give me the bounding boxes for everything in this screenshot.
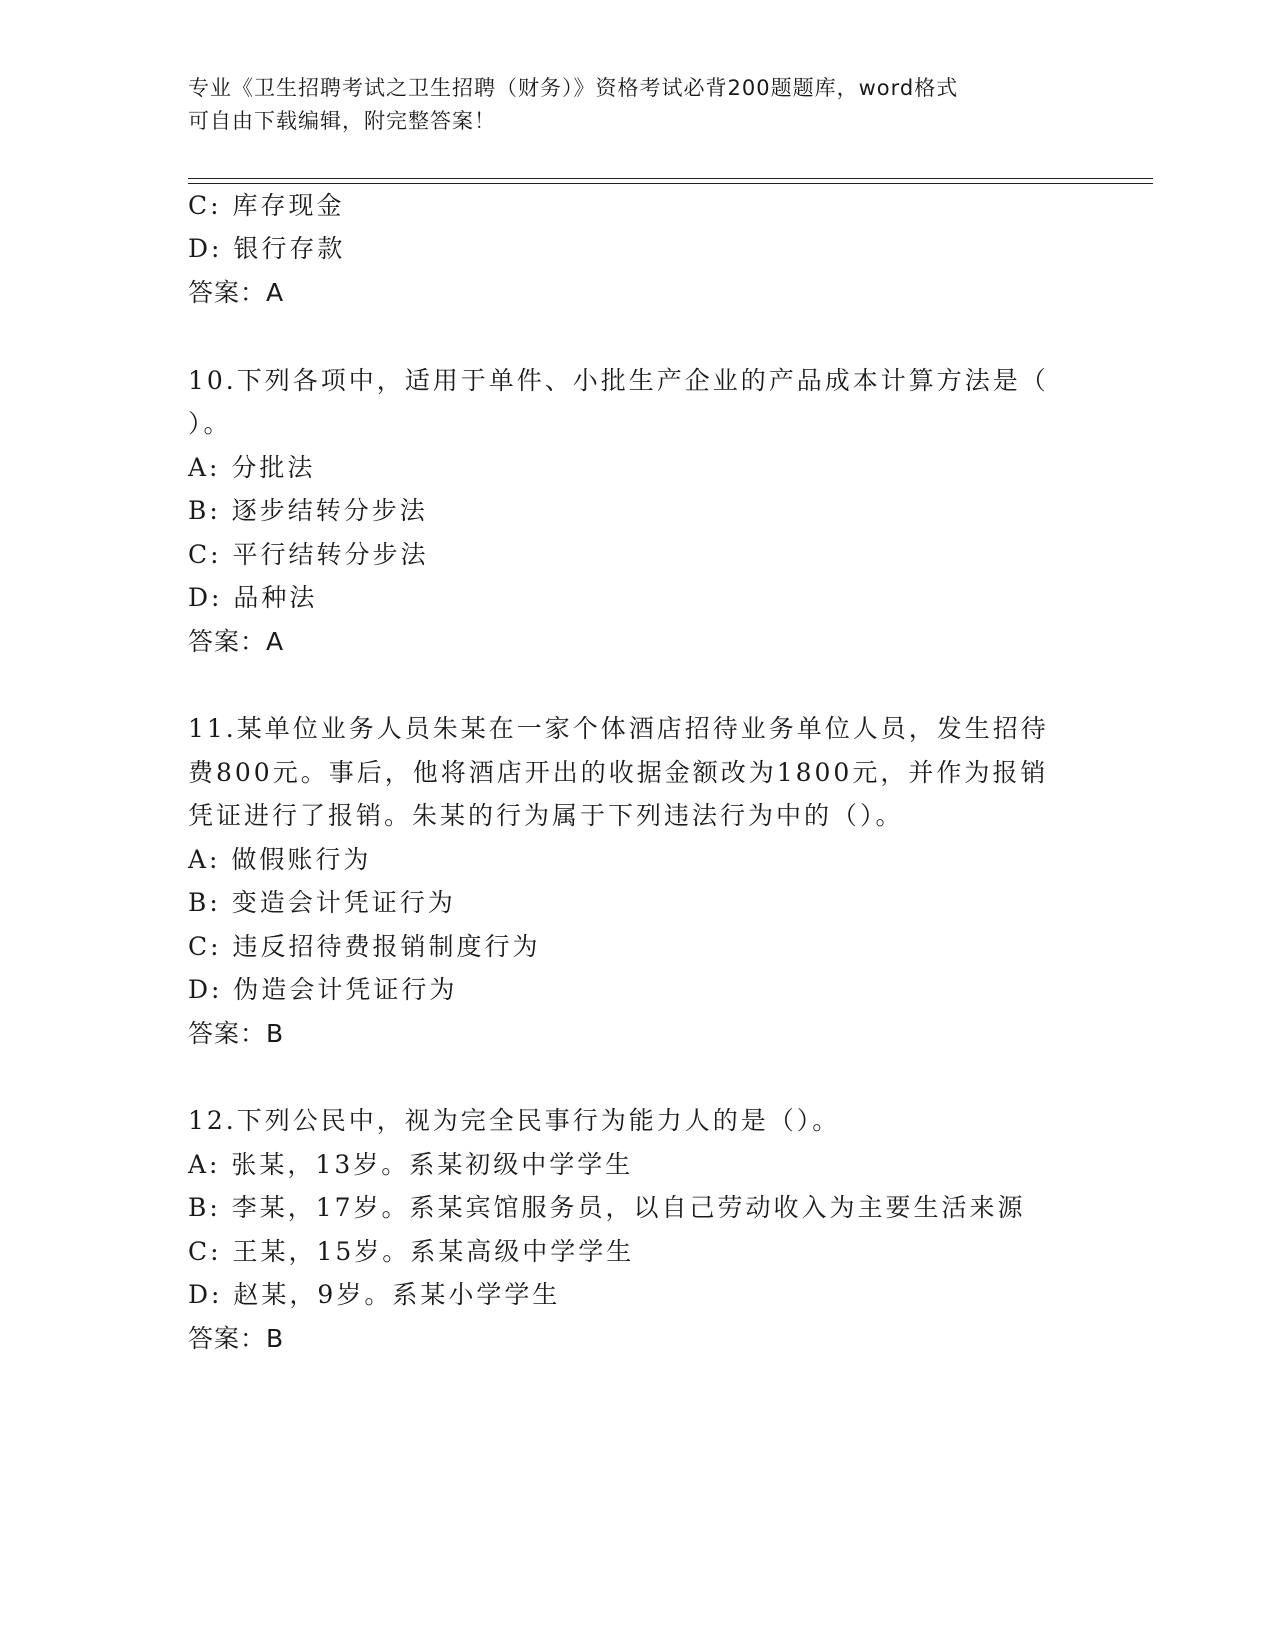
- question-11-stem-line-2: 费800元。事后，他将酒店开出的收据金额改为1800元，并作为报销: [188, 758, 1049, 787]
- question-11-answer: 答案：B: [188, 1019, 285, 1048]
- question-12-option-b: B: 李某，17岁。系某宾馆服务员，以自己劳动收入为主要生活来源: [188, 1193, 1026, 1222]
- question-10-option-d: D: 品种法: [188, 583, 318, 612]
- question-10-stem-line-1: 10.下列各项中，适用于单件、小批生产企业的产品成本计算方法是（: [188, 366, 1049, 395]
- question-12-option-d: D: 赵某，9岁。系某小学学生: [188, 1280, 561, 1309]
- question-11-option-a: A: 做假账行为: [188, 845, 372, 874]
- question-12-answer: 答案：B: [188, 1324, 285, 1353]
- question-11-stem-line-1: 11.某单位业务人员朱某在一家个体酒店招待业务单位人员，发生招待: [188, 714, 1049, 743]
- question-10-option-b: B: 逐步结转分步法: [188, 496, 428, 525]
- question-10-option-c: C: 平行结转分步法: [188, 540, 429, 569]
- question-11-stem-line-3: 凭证进行了报销。朱某的行为属于下列违法行为中的（）。: [188, 801, 904, 830]
- question-10-option-a: A: 分批法: [188, 453, 316, 482]
- question-12-stem-line-1: 12.下列公民中，视为完全民事行为能力人的是（）。: [188, 1106, 841, 1135]
- question-10-stem-line-2: ）。: [188, 409, 232, 438]
- header-line-2: 可自由下载编辑，附完整答案！: [188, 109, 496, 133]
- option-d: D: 银行存款: [188, 234, 346, 263]
- question-10-answer: 答案：A: [188, 627, 285, 656]
- answer: 答案：A: [188, 278, 285, 307]
- question-12-option-c: C: 王某，15岁。系某高级中学学生: [188, 1237, 635, 1266]
- question-11-option-c: C: 违反招待费报销制度行为: [188, 932, 541, 961]
- question-12-option-a: A: 张某，13岁。系某初级中学学生: [188, 1150, 634, 1179]
- question-11-option-b: B: 变造会计凭证行为: [188, 888, 456, 917]
- header-line-1: 专业《卫生招聘考试之卫生招聘（财务）》资格考试必背200题题库，word格式: [188, 76, 959, 100]
- header-divider: [188, 178, 1153, 184]
- question-11-option-d: D: 伪造会计凭证行为: [188, 975, 458, 1004]
- document-header: [188, 72, 1088, 138]
- option-c: C: 库存现金: [188, 191, 345, 220]
